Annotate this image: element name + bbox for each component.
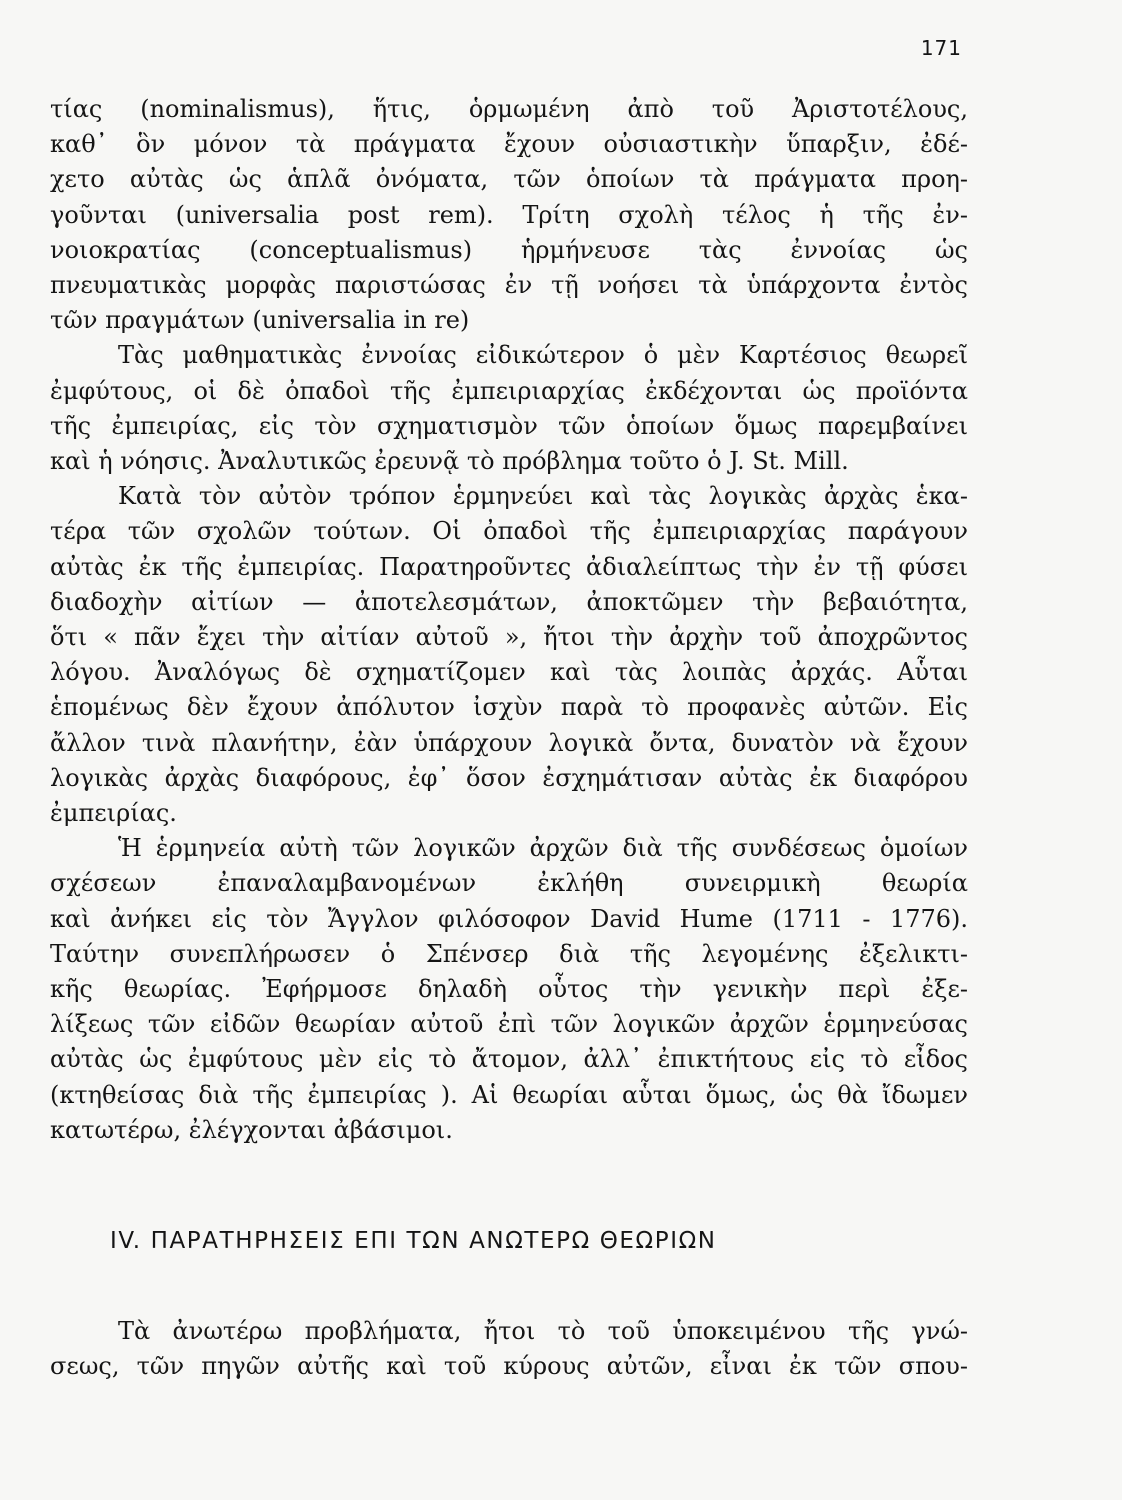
text-line: σεως, τῶν πηγῶν αὐτῆς καὶ τοῦ κύρους αὐτῶν, εἶναι ἐκ τῶν σπου-	[50, 1352, 968, 1381]
text-line: καθ᾽ ὃν μόνον τὰ πράγματα ἔχουν οὐσιαστικὴν ὕπαρξιν, ἐδέ-	[50, 130, 968, 159]
text-line: σχέσεων ἐπαναλαμβανομένων ἐκλήθη συνειρμικὴ θεωρία	[50, 869, 968, 898]
text-line: κατωτέρω, ἐλέγχονται ἀβάσιμοι.	[50, 1115, 453, 1144]
paragraph-associationism	[50, 831, 968, 1148]
text-line: ἐμφύτους, οἱ δὲ ὀπαδοὶ τῆς ἐμπειριαρχίας ἐκδέχονται ὡς προϊόντα	[50, 376, 968, 405]
text-line: τῆς ἐμπειρίας, εἰς τὸν σχηματισμὸν τῶν ὁποίων ὅμως παρεμβαίνει	[50, 411, 968, 440]
body-text	[50, 92, 968, 1148]
text-line: Τὰς μαθηματικὰς ἐννοίας εἰδικώτερον ὁ μὲν Καρτέσιος θεωρεῖ	[118, 341, 968, 370]
text-line: λίξεως τῶν εἰδῶν θεωρίαν αὐτοῦ ἐπὶ τῶν λογικῶν ἀρχῶν ἑρμηνεύσας	[50, 1010, 968, 1039]
paragraph-logical-principles	[50, 479, 968, 831]
section-heading: IV. ΠΑΡΑΤΗΡΗΣΕΙΣ ΕΠΙ ΤΩΝ ΑΝΩΤΕΡΩ ΘΕΩΡΙΩΝ	[110, 1228, 717, 1254]
text-line: γοῦνται (universalia post rem). Τρίτη σχολὴ τέλος ἡ τῆς ἐν-	[50, 200, 968, 229]
text-line: ἑπομένως δὲν ἔχουν ἀπόλυτον ἰσχὺν παρὰ τὸ προφανὲς αὐτῶν. Εἰς	[50, 693, 968, 722]
text-line: καὶ ἀνήκει εἰς τὸν Ἄγγλον φιλόσοφον David Hume (1711 - 1776).	[50, 904, 968, 933]
text-line: χετο αὐτὰς ὡς ἁπλᾶ ὀνόματα, τῶν ὁποίων τὰ πράγματα προη-	[50, 165, 968, 194]
text-line: Ἡ ἑρμηνεία αὐτὴ τῶν λογικῶν ἀρχῶν διὰ τῆς συνδέσεως ὁμοίων	[118, 834, 968, 863]
text-line: λόγου. Ἀναλόγως δὲ σχηματίζομεν καὶ τὰς λοιπὰς ἀρχάς. Αὗται	[50, 658, 968, 687]
text-line: διαδοχὴν αἰτίων — ἀποτελεσμάτων, ἀποκτῶμεν τὴν βεβαιότητα,	[50, 587, 968, 616]
paragraph-nominalism	[50, 92, 968, 338]
page-number: 171	[920, 36, 962, 60]
text-line: ὅτι « πᾶν ἔχει τὴν αἰτίαν αὐτοῦ », ἤτοι τὴν ἀρχὴν τοῦ ἀποχρῶντος	[50, 623, 968, 652]
final-paragraph	[50, 1314, 968, 1384]
text-line: τέρα τῶν σχολῶν τούτων. Οἱ ὀπαδοὶ τῆς ἐμπειριαρχίας παράγουν	[50, 517, 968, 546]
text-line: αὐτὰς ὡς ἐμφύτους μὲν εἰς τὸ ἄτομον, ἀλλ᾽ ἐπικτήτους εἰς τὸ εἶδος	[50, 1045, 968, 1074]
text-line: Τὰ ἀνωτέρω προβλήματα, ἤτοι τὸ τοῦ ὑποκειμένου τῆς γνώ-	[118, 1317, 968, 1345]
text-line: τίας (nominalismus), ἥτις, ὁρμωμένη ἀπὸ τοῦ Ἀριστοτέλους,	[50, 95, 968, 123]
text-line: κῆς θεωρίας. Ἐφήρμοσε δηλαδὴ οὗτος τὴν γενικὴν περὶ ἐξε-	[50, 975, 968, 1004]
text-line: Ταύτην συνεπλήρωσεν ὁ Σπένσερ διὰ τῆς λεγομένης ἐξελικτι-	[50, 939, 968, 968]
paragraph-mathematical-concepts	[50, 338, 968, 479]
text-line: (κτηθείσας διὰ τῆς ἐμπειρίας ). Αἱ θεωρίαι αὗται ὅμως, ὡς θὰ ἴδωμεν	[50, 1080, 968, 1109]
text-line: ἄλλον τινὰ πλανήτην, ἐὰν ὑπάρχουν λογικὰ ὄντα, δυνατὸν νὰ ἔχουν	[50, 728, 968, 757]
text-line: λογικὰς ἀρχὰς διαφόρους, ἐφ᾽ ὅσον ἐσχημάτισαν αὐτὰς ἐκ διαφόρου	[50, 763, 968, 792]
text-line: πνευματικὰς μορφὰς παριστώσας ἐν τῇ νοήσει τὰ ὑπάρχοντα ἐντὸς	[50, 271, 968, 300]
text-line: νοιοκρατίας (conceptualismus) ἡρμήνευσε τὰς ἐννοίας ὡς	[50, 235, 968, 264]
text-line: καὶ ἡ νόησις. Ἀναλυτικῶς ἐρευνᾷ τὸ πρόβλημα τοῦτο ὁ J. St. Mill.	[50, 447, 849, 476]
text-line: ἐμπειρίας.	[50, 799, 177, 828]
text-line: τῶν πραγμάτων (universalia in re)	[50, 306, 470, 335]
text-line: αὐτὰς ἐκ τῆς ἐμπειρίας. Παρατηροῦντες ἀδιαλείπτως τὴν ἐν τῇ φύσει	[50, 552, 968, 581]
text-line: Κατὰ τὸν αὐτὸν τρόπον ἑρμηνεύει καὶ τὰς λογικὰς ἀρχὰς ἑκα-	[118, 482, 968, 511]
